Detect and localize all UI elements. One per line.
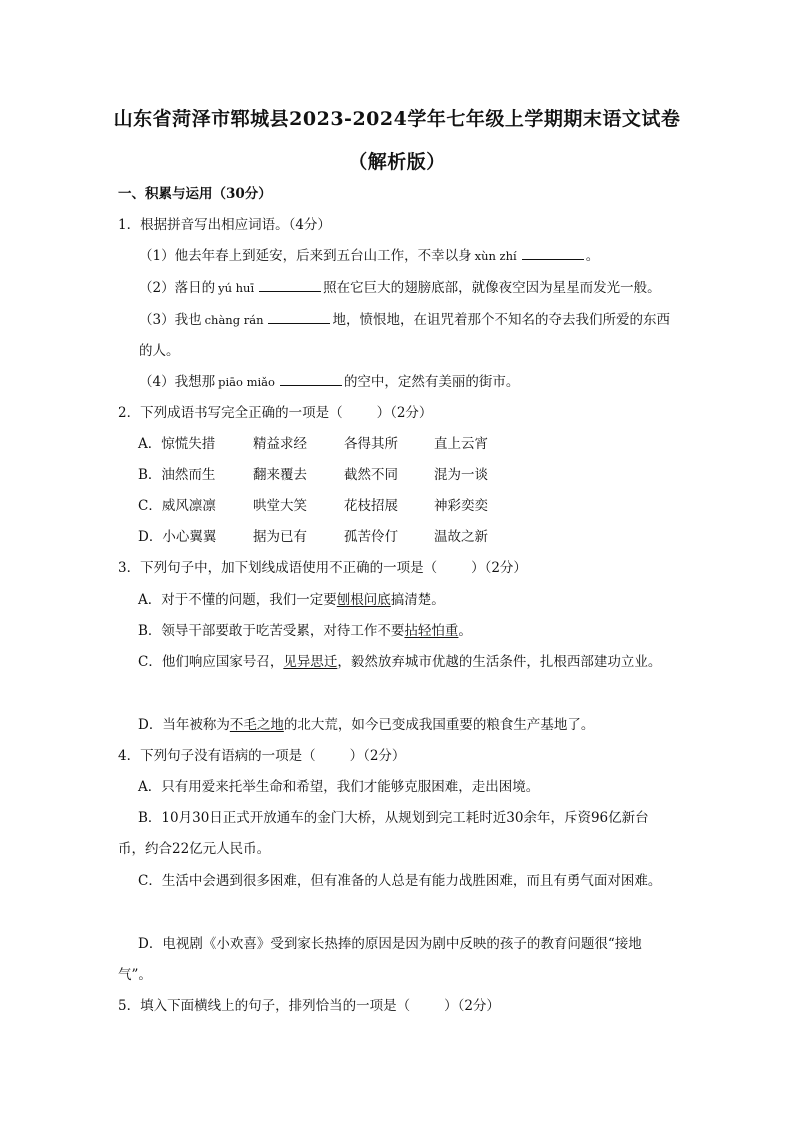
q1-s1-end: 。 (585, 248, 600, 264)
q2-option-c-word-4: 神彩奕奕 (434, 498, 488, 514)
q3-d-end: 的北大荒，如今已变成我国重要的粮食生产基地了。 (283, 717, 595, 733)
q4-option-c[interactable]: C．生活中会遇到很多困难，但有准备的人总是有能力战胜困难，而且有勇气面对困难。 (138, 873, 662, 889)
answer-blank[interactable] (259, 278, 321, 292)
q3-a-text: A．对于不懂的问题，我们一定要 (138, 592, 337, 608)
q3-stem-post: ）（2分） (471, 560, 527, 576)
q3-b-underlined-idiom: 拈轻怕重 (404, 623, 459, 639)
question-4-stem (118, 746, 405, 766)
q2-option-b-word-3: 截然不同 (344, 467, 398, 483)
question-5-stem (118, 996, 500, 1016)
q2-option-c-word-1[interactable]: C．威风凛凛 (138, 498, 216, 514)
q2-option-c-word-2: 哄堂大笑 (253, 498, 307, 514)
q2-option-b-word-2: 翻来覆去 (253, 467, 307, 483)
q1-s2-text: （2）落日的 (139, 280, 216, 296)
answer-blank[interactable] (268, 310, 330, 324)
q1-s2-pinyin: yú huī (218, 281, 255, 295)
q2-option-d-word-3: 孤苦伶仃 (344, 529, 398, 545)
q3-c-text: C．他们响应国家号召， (138, 654, 284, 670)
q1-s3-end: 地，愤恨地，在诅咒着那个不知名的夺去我们所爱的东西 (332, 312, 670, 328)
q2-option-d-word-1[interactable]: D．小心翼翼 (138, 529, 217, 545)
q2-option-d-word-2: 据为已有 (253, 529, 307, 545)
question-1-item-4 (139, 372, 519, 392)
q2-option-b-word-1[interactable]: B．油然而生 (138, 467, 216, 483)
answer-blank[interactable] (522, 246, 584, 260)
q4-stem-pre: 4．下列句子没有语病的一项是（ (118, 748, 316, 764)
answer-blank[interactable] (280, 372, 342, 386)
q3-stem-pre: 3．下列句子中，加下划线成语使用不正确的一项是（ (118, 560, 438, 576)
question-2-stem (118, 403, 432, 423)
section-heading: 一、积累与运用（30分） (118, 186, 272, 202)
q3-option-d[interactable] (138, 715, 594, 735)
q1-s4-pinyin: piāo miǎo (218, 375, 275, 389)
exam-subtitle: （解析版） (348, 151, 446, 173)
q3-c-underlined-idiom: 见异思迁 (283, 654, 338, 670)
q3-d-underlined-idiom: 不毛之地 (229, 717, 284, 733)
q1-s4-end: 的空中，定然有美丽的街市。 (343, 374, 520, 390)
q3-option-c[interactable] (138, 652, 661, 672)
q2-stem-pre: 2．下列成语书写完全正确的一项是（ (118, 405, 343, 421)
q3-b-end: 。 (458, 623, 472, 639)
q3-option-b[interactable] (138, 621, 472, 641)
q2-option-d-word-4: 温故之新 (434, 529, 488, 545)
question-1-stem: 1．根据拼音写出相应词语。（4分） (118, 217, 331, 233)
q1-s3-pinyin: chàng rán (204, 313, 264, 327)
q4-stem-post: ）（2分） (349, 748, 406, 764)
q2-option-a-word-1[interactable]: A．惊慌失措 (138, 436, 216, 452)
q1-s2-end: 照在它巨大的翅膀底部，就像夜空因为星星而发光一般。 (323, 280, 661, 296)
q4-option-b[interactable]: B．10月30日正式开放通车的金门大桥，从规划到完工耗时近30余年，斥资96亿新台 (138, 810, 649, 826)
question-1-item-1 (139, 246, 599, 266)
q2-stem-post: ）（2分） (376, 405, 433, 421)
q2-option-a-word-3: 各得其所 (344, 436, 398, 452)
question-3-stem (118, 558, 527, 578)
q4-option-d[interactable]: D．电视剧《小欢喜》受到家长热捧的原因是因为剧中反映的孩子的教育问题很“接地 (138, 936, 642, 952)
question-1-item-3-cont: 的人。 (139, 343, 180, 359)
q2-option-a-word-2: 精益求经 (253, 436, 307, 452)
q1-s3-text: （3）我也 (139, 312, 202, 328)
q2-option-a-word-4: 直上云宵 (434, 436, 488, 452)
q1-s1-pinyin: xùn zhí (474, 249, 517, 263)
q3-b-text: B．领导干部要敢于吃苦受累，对待工作不要 (138, 623, 405, 639)
question-1-item-2 (139, 278, 661, 298)
exam-title: 山东省菏泽市郓城县2023-2024学年七年级上学期期末语文试卷 (113, 108, 681, 130)
q3-a-underlined-idiom: 刨根问底 (336, 592, 391, 608)
q4-option-d-cont: 气”。 (118, 967, 152, 983)
q3-a-end: 搞清楚。 (390, 592, 445, 608)
q4-option-a[interactable]: A．只有用爱来托举生命和希望，我们才能够克服困难，走出困境。 (138, 779, 540, 795)
q1-s4-text: （4）我想那 (139, 374, 216, 390)
q2-option-b-word-4: 混为一谈 (434, 467, 488, 483)
q5-stem-post: ）（2分） (444, 998, 500, 1014)
q2-option-c-word-3: 花枝招展 (344, 498, 398, 514)
q5-stem-pre: 5．填入下面横线上的句子，排列恰当的一项是（ (118, 998, 411, 1014)
q3-option-a[interactable] (138, 590, 445, 610)
q3-d-text: D．当年被称为 (138, 717, 230, 733)
q4-option-b-cont: 币，约合22亿元人民币。 (118, 841, 271, 857)
q1-s1-text: （1）他去年春上到延安，后来到五台山工作，不幸以身 (139, 248, 472, 264)
q3-c-end: ，毅然放弃城市优越的生活条件，扎根西部建功立业。 (337, 654, 662, 670)
question-1-item-3 (139, 310, 670, 330)
